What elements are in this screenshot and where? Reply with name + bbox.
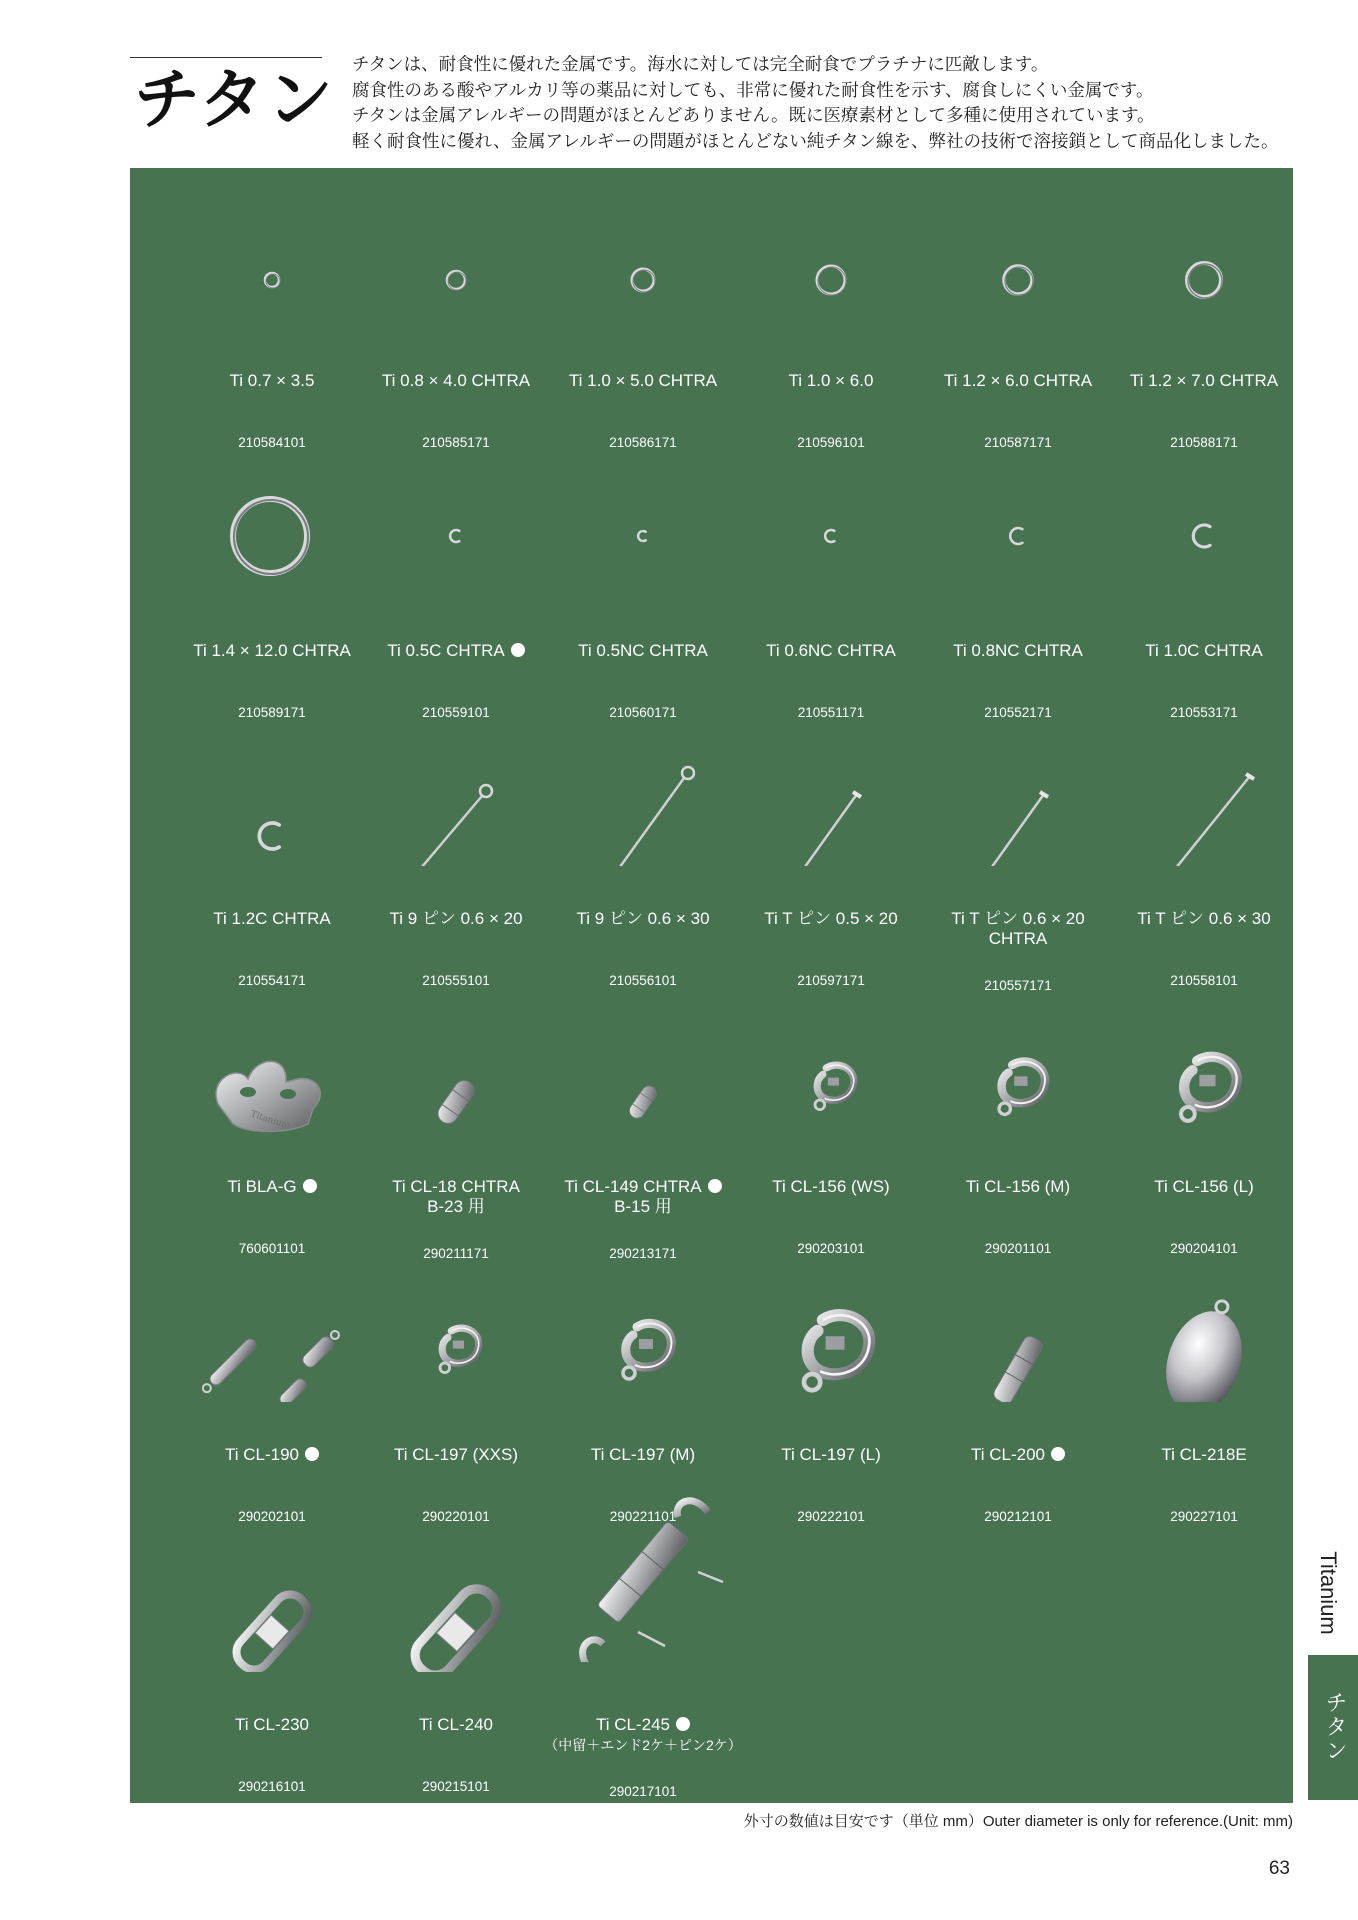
product-name-text: Ti 9 ピン 0.6 × 20 xyxy=(389,909,523,928)
product-name-text: Ti CL-156 (L) xyxy=(1154,1177,1254,1196)
product-name xyxy=(352,1445,560,1465)
product-name-text: Ti T ピン 0.5 × 20 xyxy=(764,909,898,928)
product-name xyxy=(727,909,935,929)
barrel-clasp-icon xyxy=(178,1252,366,1402)
product-name-text: Ti CL-149 CHTRA xyxy=(564,1177,702,1196)
product-cell xyxy=(362,448,550,720)
product-name-text: Ti CL-245 xyxy=(595,1715,670,1734)
product-image xyxy=(362,448,550,598)
product-cell xyxy=(178,178,366,450)
product-name-text: Ti T ピン 0.6 × 20 xyxy=(951,909,1085,928)
product-name xyxy=(1100,1177,1308,1197)
product-name xyxy=(1100,909,1308,929)
product-code: 290220101 xyxy=(422,1509,490,1524)
product-code: 290215101 xyxy=(422,1779,490,1794)
lobster-clasp-icon xyxy=(362,1252,550,1402)
product-name xyxy=(914,1177,1122,1197)
product-cell xyxy=(549,448,737,720)
product-image xyxy=(1110,448,1298,598)
product-image xyxy=(1110,984,1298,1134)
product-name-text: Ti CL-197 (XXS) xyxy=(393,1445,519,1464)
product-image xyxy=(924,1252,1112,1402)
product-cell xyxy=(737,1252,925,1524)
product-name xyxy=(914,909,1122,949)
product-name xyxy=(914,371,1122,391)
product-name xyxy=(539,641,747,661)
jump-ring-icon xyxy=(178,178,366,328)
lobster-clasp-icon xyxy=(737,1252,925,1402)
intro-line: チタンは金属アレルギーの問題がほとんどありません。既に医療素材として多種に使用されています。 xyxy=(352,105,1155,125)
product-code: 210588171 xyxy=(1170,435,1238,450)
side-label-en-text: Titanium xyxy=(1316,1551,1341,1635)
product-name-text: Ti CL-190 xyxy=(224,1445,299,1464)
product-code: 290222101 xyxy=(797,1509,865,1524)
marker-dot-icon xyxy=(708,1179,722,1193)
page-title: チタン xyxy=(134,60,335,138)
product-name xyxy=(352,1715,560,1735)
product-image xyxy=(362,716,550,866)
product-cell xyxy=(737,984,925,1256)
product-code: 290202101 xyxy=(238,1509,306,1524)
product-code: 210556101 xyxy=(609,973,677,988)
ball-chain-clasp-icon xyxy=(362,984,550,1134)
product-name xyxy=(539,1177,747,1217)
intro-text xyxy=(352,52,1312,154)
product-name-text: Ti CL-230 xyxy=(234,1715,309,1734)
product-image xyxy=(737,178,925,328)
c-ring-icon xyxy=(549,448,737,598)
product-code: 290201101 xyxy=(984,1241,1052,1256)
product-image xyxy=(549,1252,737,1402)
product-name-text: Ti CL-156 (WS) xyxy=(772,1177,890,1196)
product-name-text: Ti 1.4 × 12.0 CHTRA xyxy=(193,641,351,660)
jump-ring-icon xyxy=(737,178,925,328)
product-cell xyxy=(924,448,1112,720)
product-name-text: Ti CL-200 xyxy=(970,1445,1045,1464)
product-name xyxy=(727,371,935,391)
product-code: 210586171 xyxy=(609,435,677,450)
product-cell xyxy=(924,1252,1112,1524)
product-cell xyxy=(1110,178,1298,450)
head-pin-icon xyxy=(924,716,1112,866)
intro-line: チタンは、耐食性に優れた金属です。海水に対しては完全耐食でプラチナに匹敵します。 xyxy=(352,54,1049,74)
product-code: 210553171 xyxy=(1170,705,1238,720)
product-image xyxy=(737,716,925,866)
head-pin-icon xyxy=(1110,716,1298,866)
product-name xyxy=(352,909,560,929)
title-rule xyxy=(130,57,322,58)
side-label-en xyxy=(1308,1540,1348,1640)
product-image xyxy=(924,984,1112,1134)
product-name xyxy=(727,1445,935,1465)
product-subname: B-23 用 xyxy=(427,1197,485,1216)
product-code: 290204101 xyxy=(1170,1241,1238,1256)
product-code: 290203101 xyxy=(797,1241,865,1256)
product-image xyxy=(178,178,366,328)
product-code: 210560171 xyxy=(609,705,677,720)
product-name xyxy=(914,1445,1122,1465)
c-ring-icon xyxy=(737,448,925,598)
product-cell xyxy=(362,716,550,988)
product-name xyxy=(168,1445,376,1465)
product-name-text: Ti 0.5NC CHTRA xyxy=(578,641,708,660)
product-cell xyxy=(924,178,1112,450)
intro-line: 腐食性のある酸やアルカリ等の薬品に対しても、非常に優れた耐食性を示す、腐食しにくい金属です。 xyxy=(352,79,1154,100)
product-name xyxy=(168,641,376,661)
product-cell xyxy=(1110,1252,1298,1524)
product-name xyxy=(727,1177,935,1197)
product-image xyxy=(178,716,366,866)
c-ring-icon xyxy=(362,448,550,598)
product-image xyxy=(549,1522,737,1672)
product-panel xyxy=(130,168,1293,1803)
marker-dot-icon xyxy=(1051,1447,1065,1461)
product-cell xyxy=(737,178,925,450)
jump-ring-icon xyxy=(362,178,550,328)
marker-dot-icon xyxy=(676,1717,690,1731)
product-name xyxy=(168,371,376,391)
product-code: 210596101 xyxy=(797,435,865,450)
product-code: 290227101 xyxy=(1170,1509,1238,1524)
product-image xyxy=(549,178,737,328)
product-name xyxy=(539,1715,747,1755)
barrel-clasp-icon xyxy=(924,1252,1112,1402)
product-cell xyxy=(1110,448,1298,720)
product-cell xyxy=(1110,984,1298,1256)
product-image xyxy=(924,178,1112,328)
product-image xyxy=(178,1252,366,1402)
product-cell xyxy=(178,984,366,1256)
product-code: 290216101 xyxy=(238,1779,306,1794)
product-name-text: Ti 9 ピン 0.6 × 30 xyxy=(576,909,710,928)
product-code: 210557171 xyxy=(984,978,1052,993)
product-image xyxy=(362,178,550,328)
c-ring-icon xyxy=(178,716,366,866)
product-image xyxy=(924,448,1112,598)
product-name-text: Ti 0.8 × 4.0 CHTRA xyxy=(381,371,531,390)
box-clasp-icon xyxy=(178,1522,366,1672)
product-name-text: Ti 1.0C CHTRA xyxy=(1145,641,1263,660)
product-code: 290221101 xyxy=(609,1509,677,1524)
product-name-text: Ti T ピン 0.6 × 30 xyxy=(1137,909,1271,928)
product-name-text: Ti 1.0 × 5.0 CHTRA xyxy=(568,371,718,390)
jump-ring-icon xyxy=(924,178,1112,328)
svg-text:Titanium: Titanium xyxy=(249,1109,292,1132)
product-cell xyxy=(549,716,737,988)
product-cell xyxy=(737,448,925,720)
product-code: 210597171 xyxy=(797,973,865,988)
product-code: 210559101 xyxy=(422,705,490,720)
product-code: 290213171 xyxy=(609,1246,677,1261)
ball-chain-clasp-icon xyxy=(549,984,737,1134)
product-subname: CHTRA xyxy=(988,929,1048,948)
product-code: 290212101 xyxy=(984,1509,1052,1524)
product-image xyxy=(362,1252,550,1402)
product-cell xyxy=(924,984,1112,1256)
product-name xyxy=(727,641,935,661)
product-code: 210589171 xyxy=(238,705,306,720)
product-image xyxy=(178,984,366,1134)
jump-ring-icon xyxy=(549,178,737,328)
lobster-clasp-icon xyxy=(549,1252,737,1402)
product-cell xyxy=(178,448,366,720)
product-name-text: Ti 0.8NC CHTRA xyxy=(953,641,1083,660)
side-tab xyxy=(1308,1655,1358,1800)
lobster-clasp-icon xyxy=(924,984,1112,1134)
product-code: 210584101 xyxy=(238,435,306,450)
product-image xyxy=(1110,178,1298,328)
product-code: 760601101 xyxy=(238,1241,306,1256)
product-cell xyxy=(544,1522,742,1799)
product-cell xyxy=(549,178,737,450)
product-cell xyxy=(549,984,737,1261)
box-clasp-icon xyxy=(362,1522,550,1672)
product-name-text: Ti 1.0 × 6.0 xyxy=(788,371,874,390)
product-name xyxy=(168,1715,376,1735)
product-image xyxy=(737,984,925,1134)
product-code: 210585171 xyxy=(422,435,490,450)
eye-pin-icon xyxy=(549,716,737,866)
product-cell xyxy=(362,984,550,1261)
egg-clasp-icon xyxy=(1110,1252,1298,1402)
product-image xyxy=(1110,1252,1298,1402)
product-image xyxy=(362,984,550,1134)
product-name-text: Ti CL-156 (M) xyxy=(965,1177,1071,1196)
marker-dot-icon xyxy=(303,1179,317,1193)
product-name xyxy=(352,371,560,391)
product-name xyxy=(539,909,747,929)
marker-dot-icon xyxy=(305,1447,319,1461)
product-name-text: Ti CL-240 xyxy=(418,1715,493,1734)
product-code: 210552171 xyxy=(984,705,1052,720)
product-image xyxy=(924,716,1112,866)
product-name-text: Ti BLA-G xyxy=(227,1177,297,1196)
product-name xyxy=(168,909,376,929)
product-cell xyxy=(362,1522,550,1794)
product-name xyxy=(352,1177,560,1217)
product-subname: B-15 用 xyxy=(614,1197,672,1216)
product-code: 210554171 xyxy=(238,973,306,988)
product-image xyxy=(549,984,737,1134)
jump-ring-icon xyxy=(1110,178,1298,328)
product-image xyxy=(178,1522,366,1672)
intro-line: 軽く耐食性に優れ、金属アレルギーの問題がほとんどない純チタン線を、弊社の技術で溶接鎖として商品化しました。 xyxy=(352,130,1279,151)
lobster-clasp-icon xyxy=(1110,984,1298,1134)
product-name-text: Ti 1.2 × 6.0 CHTRA xyxy=(943,371,1093,390)
product-cell xyxy=(178,716,366,988)
product-name-text: Ti CL-197 (L) xyxy=(781,1445,881,1464)
head-pin-icon xyxy=(737,716,925,866)
product-image xyxy=(549,448,737,598)
product-name xyxy=(1100,371,1308,391)
product-cell xyxy=(1110,716,1298,988)
product-code: 210558101 xyxy=(1170,973,1238,988)
product-name xyxy=(168,1177,376,1197)
product-name-text: Ti 1.2C CHTRA xyxy=(213,909,331,928)
product-name-text: Ti CL-18 CHTRA xyxy=(392,1177,520,1196)
product-image xyxy=(178,448,366,598)
marker-dot-icon xyxy=(511,643,525,657)
product-code: 210587171 xyxy=(984,435,1052,450)
product-name-text: Ti 0.7 × 3.5 xyxy=(229,371,315,390)
c-ring-icon xyxy=(1110,448,1298,598)
product-name-text: Ti 0.6NC CHTRA xyxy=(766,641,896,660)
product-name-text: Ti CL-218E xyxy=(1161,1445,1247,1464)
jump-ring-icon xyxy=(178,448,366,598)
product-name xyxy=(352,641,560,661)
product-note: （中留＋エンド2ケ＋ピン2ケ） xyxy=(544,1737,742,1753)
product-code: 210551171 xyxy=(797,705,865,720)
product-cell xyxy=(924,716,1112,993)
eye-pin-icon xyxy=(362,716,550,866)
product-code: 210555101 xyxy=(422,973,490,988)
product-cell xyxy=(362,178,550,450)
product-image xyxy=(737,1252,925,1402)
product-image xyxy=(1110,716,1298,866)
product-image xyxy=(362,1522,550,1672)
product-code: 290211171 xyxy=(423,1246,489,1261)
product-name xyxy=(539,371,747,391)
product-code: 290217101 xyxy=(609,1784,677,1799)
bra-hook-icon xyxy=(178,984,366,1134)
product-name xyxy=(1100,1445,1308,1465)
fold-clasp-icon xyxy=(549,1462,737,1662)
lobster-clasp-icon xyxy=(737,984,925,1134)
product-image xyxy=(549,716,737,866)
product-name-text: Ti CL-197 (M) xyxy=(590,1445,696,1464)
product-name-text: Ti 0.5C CHTRA xyxy=(387,641,505,660)
product-cell xyxy=(178,1252,366,1524)
product-name xyxy=(914,641,1122,661)
product-name-text: Ti 1.2 × 7.0 CHTRA xyxy=(1129,371,1279,390)
page-number: 63 xyxy=(1268,1858,1290,1879)
c-ring-icon xyxy=(924,448,1112,598)
product-cell xyxy=(178,1522,366,1794)
footnote: 外寸の数値は目安です（単位 mm）Outer diameter is only for reference.(Unit: mm) xyxy=(743,1813,1293,1830)
product-image xyxy=(737,448,925,598)
product-cell xyxy=(737,716,925,988)
product-cell xyxy=(362,1252,550,1524)
product-name xyxy=(1100,641,1308,661)
side-tab-label: チタン xyxy=(1323,1691,1348,1763)
